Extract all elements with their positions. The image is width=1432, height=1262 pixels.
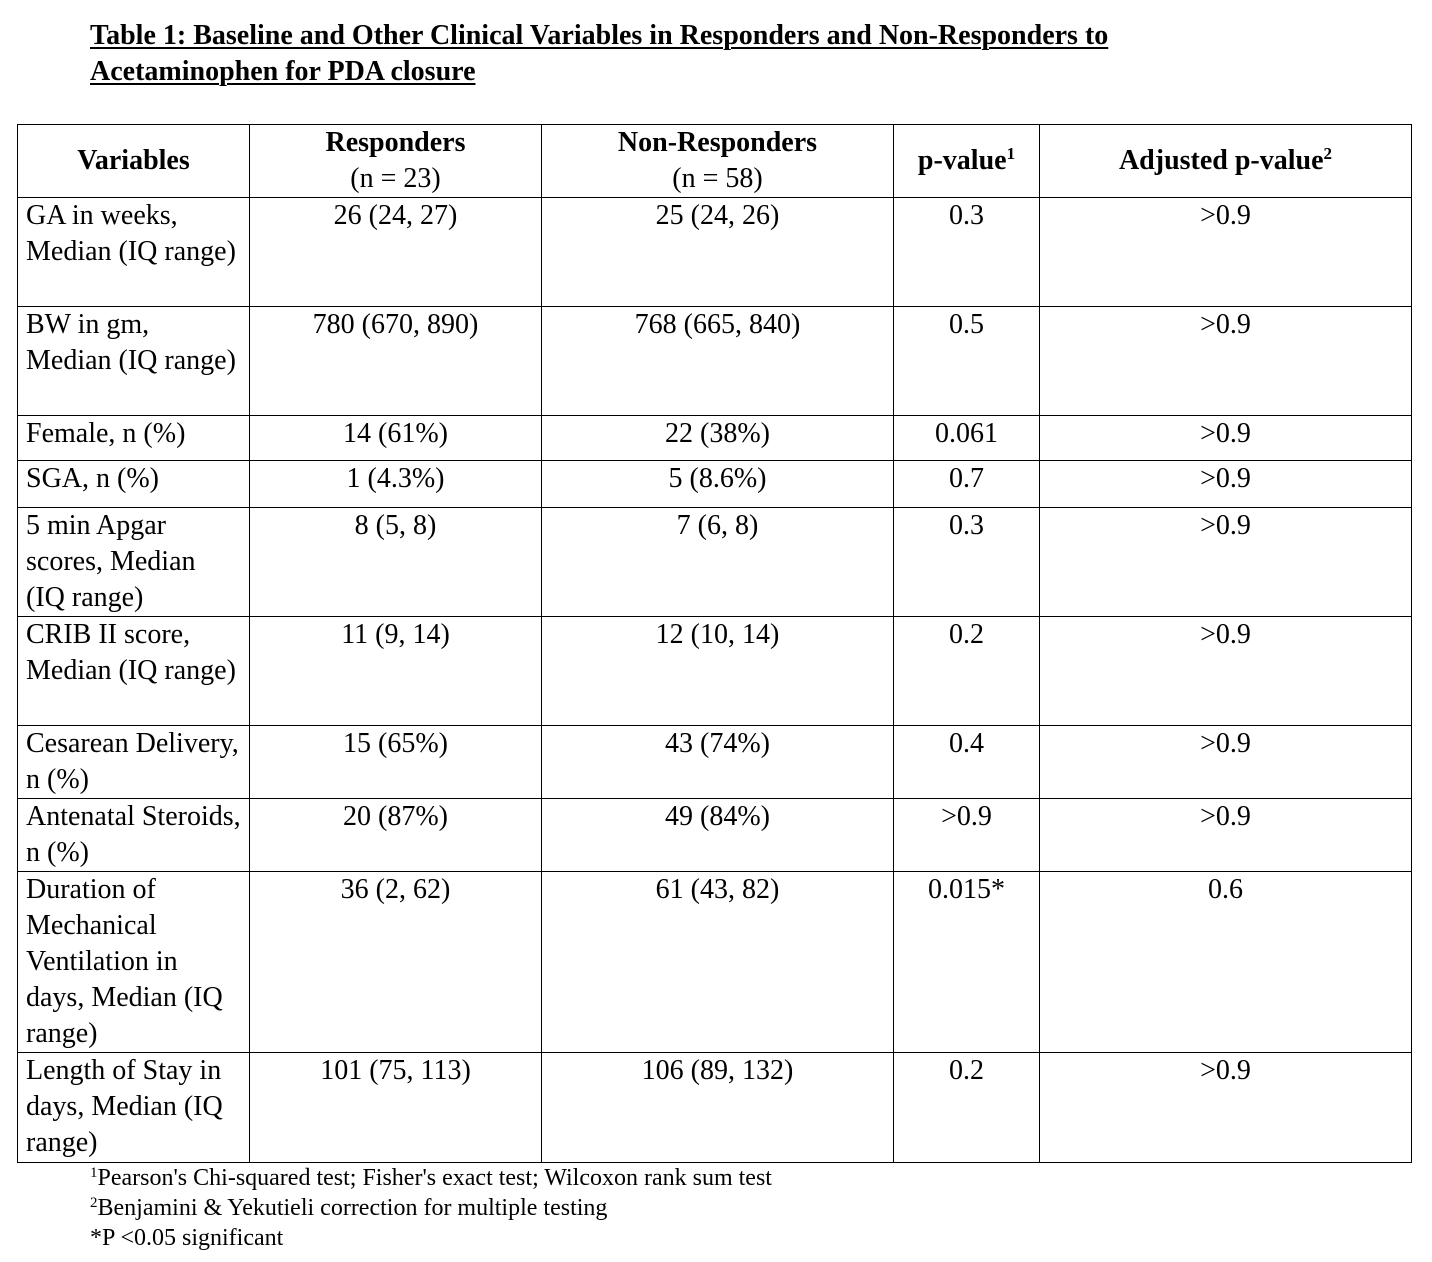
footnotes: [90, 1163, 772, 1253]
pvalue-cell: >0.9: [894, 799, 1040, 872]
table-row: [18, 307, 1412, 416]
responders-cell: 20 (87%): [250, 799, 542, 872]
variable-cell: Female, n (%): [18, 416, 250, 461]
adjusted-pvalue-cell: >0.9: [1040, 416, 1412, 461]
header-nonresponders: Non-Responders (n = 58): [542, 125, 894, 198]
adjusted-pvalue-cell: >0.9: [1040, 617, 1412, 726]
nonresponders-cell: 5 (8.6%): [542, 461, 894, 508]
adjusted-pvalue-cell: >0.9: [1040, 508, 1412, 617]
variable-cell: Cesarean Delivery, n (%): [18, 726, 250, 799]
responders-cell: 15 (65%): [250, 726, 542, 799]
table-title: Table 1: Baseline and Other Clinical Variables in Responders and Non-Responders to Acetaminophen for PDA closure: [90, 20, 1109, 87]
adjusted-pvalue-cell: >0.9: [1040, 799, 1412, 872]
table-row: [18, 508, 1412, 617]
variable-cell: GA in weeks, Median (IQ range): [18, 198, 250, 307]
table-row: [18, 461, 1412, 508]
responders-cell: 780 (670, 890): [250, 307, 542, 416]
pvalue-cell: 0.4: [894, 726, 1040, 799]
table-row: [18, 1053, 1412, 1163]
variable-cell: 5 min Apgar scores, Median (IQ range): [18, 508, 250, 617]
header-pvalue: p-value$^1$: [894, 125, 1040, 198]
pvalue-cell: 0.7: [894, 461, 1040, 508]
header-variables: Variables: [18, 125, 250, 198]
pvalue-cell: 0.3: [894, 198, 1040, 307]
adjusted-pvalue-cell: >0.9: [1040, 1053, 1412, 1163]
table-row: [18, 416, 1412, 461]
table-row: [18, 872, 1412, 1053]
variable-cell: CRIB II score, Median (IQ range): [18, 617, 250, 726]
nonresponders-cell: 7 (6, 8): [542, 508, 894, 617]
nonresponders-cell: 12 (10, 14): [542, 617, 894, 726]
nonresponders-cell: 22 (38%): [542, 416, 894, 461]
adjusted-pvalue-cell: >0.9: [1040, 198, 1412, 307]
nonresponders-cell: 25 (24, 26): [542, 198, 894, 307]
footnote: *P <0.05 significant: [90, 1225, 284, 1251]
pvalue-cell: 0.061: [894, 416, 1040, 461]
variable-cell: SGA, n (%): [18, 461, 250, 508]
variable-cell: BW in gm, Median (IQ range): [18, 307, 250, 416]
responders-cell: 14 (61%): [250, 416, 542, 461]
variable-cell: Duration of Mechanical Ventilation in days, Median (IQ range): [18, 872, 250, 1053]
responders-cell: 36 (2, 62): [250, 872, 542, 1053]
header-nonresponders-n: (n = 58): [672, 163, 763, 194]
nonresponders-cell: 768 (665, 840): [542, 307, 894, 416]
nonresponders-cell: 61 (43, 82): [542, 872, 894, 1053]
adjusted-pvalue-cell: >0.9: [1040, 726, 1412, 799]
variable-cell: Antenatal Steroids, n (%): [18, 799, 250, 872]
pvalue-cell: 0.5: [894, 307, 1040, 416]
pvalue-cell: 0.015*: [894, 872, 1040, 1053]
nonresponders-cell: 49 (84%): [542, 799, 894, 872]
pvalue-cell: 0.2: [894, 1053, 1040, 1163]
pvalue-cell: 0.2: [894, 617, 1040, 726]
table-row: [18, 617, 1412, 726]
adjusted-pvalue-cell: 0.6: [1040, 872, 1412, 1053]
adjusted-pvalue-cell: >0.9: [1040, 461, 1412, 508]
variable-cell: Length of Stay in days, Median (IQ range): [18, 1053, 250, 1163]
responders-cell: 8 (5, 8): [250, 508, 542, 617]
header-responders-n: (n = 23): [350, 163, 441, 194]
table-row: [18, 799, 1412, 872]
table-row: [18, 198, 1412, 307]
responders-cell: 26 (24, 27): [250, 198, 542, 307]
pvalue-cell: 0.3: [894, 508, 1040, 617]
nonresponders-cell: 106 (89, 132): [542, 1053, 894, 1163]
header-row: [18, 125, 1412, 198]
nonresponders-cell: 43 (74%): [542, 726, 894, 799]
responders-cell: 11 (9, 14): [250, 617, 542, 726]
responders-cell: 101 (75, 113): [250, 1053, 542, 1163]
table-row: [18, 726, 1412, 799]
header-responders: Responders (n = 23): [250, 125, 542, 198]
responders-cell: 1 (4.3%): [250, 461, 542, 508]
footnote: $^2$Benjamini & Yekutieli correction for multiple testing: [90, 1195, 608, 1221]
header-adjusted-pvalue: Adjusted p-value$^2$: [1040, 125, 1412, 198]
footnote: $^1$Pearson's Chi-squared test; Fisher's exact test; Wilcoxon rank sum test: [90, 1165, 772, 1191]
clinical-variables-table: [17, 124, 1412, 1163]
adjusted-pvalue-cell: >0.9: [1040, 307, 1412, 416]
